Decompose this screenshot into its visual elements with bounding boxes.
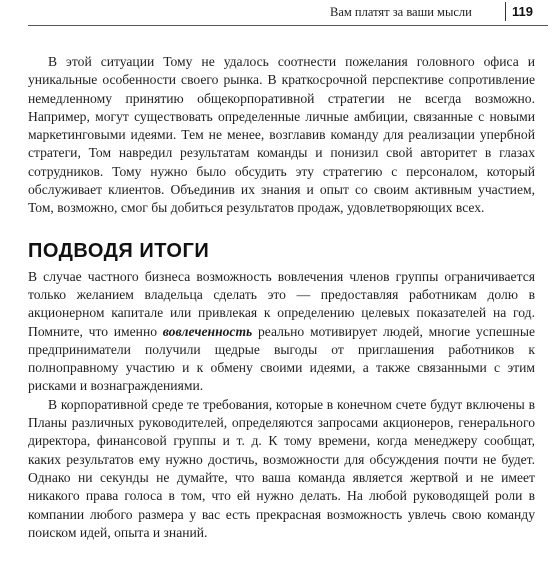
- running-header: [0, 0, 556, 25]
- running-title: Вам платят за ваши мысли: [330, 5, 472, 19]
- body-paragraph: [28, 268, 535, 396]
- page-number: 119: [512, 4, 533, 19]
- page-body: [28, 53, 535, 542]
- body-paragraph: В корпоративной среде те требования, которые в конечном счете будут включены в Планы различных руководителей, определяются запросами акционеров, генерального директора, финансовой группы и т. д. К тому времени, когда менеджеру сообщат, каких результатов ему нужно достичь, возможности для обсуждения почти не будет. Однако ни секунды не думайте, что ваша команда является жертвой и не имеет никакого права голоса в том, что ей нужно делать. На любой руководящей роли в компании любого размера у вас есть прекрасная возможность увлечь свою команду поиском идей, опыта и знаний.: [28, 396, 535, 540]
- header-divider: [505, 2, 506, 21]
- text-run: В случае частного бизнеса возможность вовлечения членов группы ограничивается только желанием владельца сделать это — предоставляя работникам долю в акционерном капитале или привлекая к определению целевых показателей на год. Помните, что именно: [28, 268, 535, 339]
- header-rule: [28, 25, 548, 26]
- text-run: реально мотивирует людей, многие успешные предприниматели получили щедрые выгоды от приглашения работников к полноправному участию и к обмену своими идеями, а также связанными с этим рисками и вознаграждениями.: [28, 323, 535, 394]
- section-heading: ПОДВОДЯ ИТОГИ: [28, 239, 210, 262]
- body-paragraph: В этой ситуации Тому не удалось соотнести пожелания головного офиса и уникальные особенности своего рынка. В краткосрочной перспективе сопротивление немедленному принятию общекорпоративной стратегии не всегда возможно. Например, могут существовать определенные личные амбиции, связанные с новыми маркетинговыми идеями. Тем не менее, возглавив команду для реализации упербной стратеги, Том навредил результатам команды и понизил свой авторитет в глазах сотрудников. Тому нужно было обсудить эту стратегию с персоналом, который обслуживает клиентов. Объединив их знания и опыт со своим активным участием, Том, возможно, смог бы добиться результатов продаж, удовлетворяющих всех.: [28, 54, 535, 216]
- emphasized-term: вовлеченность: [162, 323, 253, 339]
